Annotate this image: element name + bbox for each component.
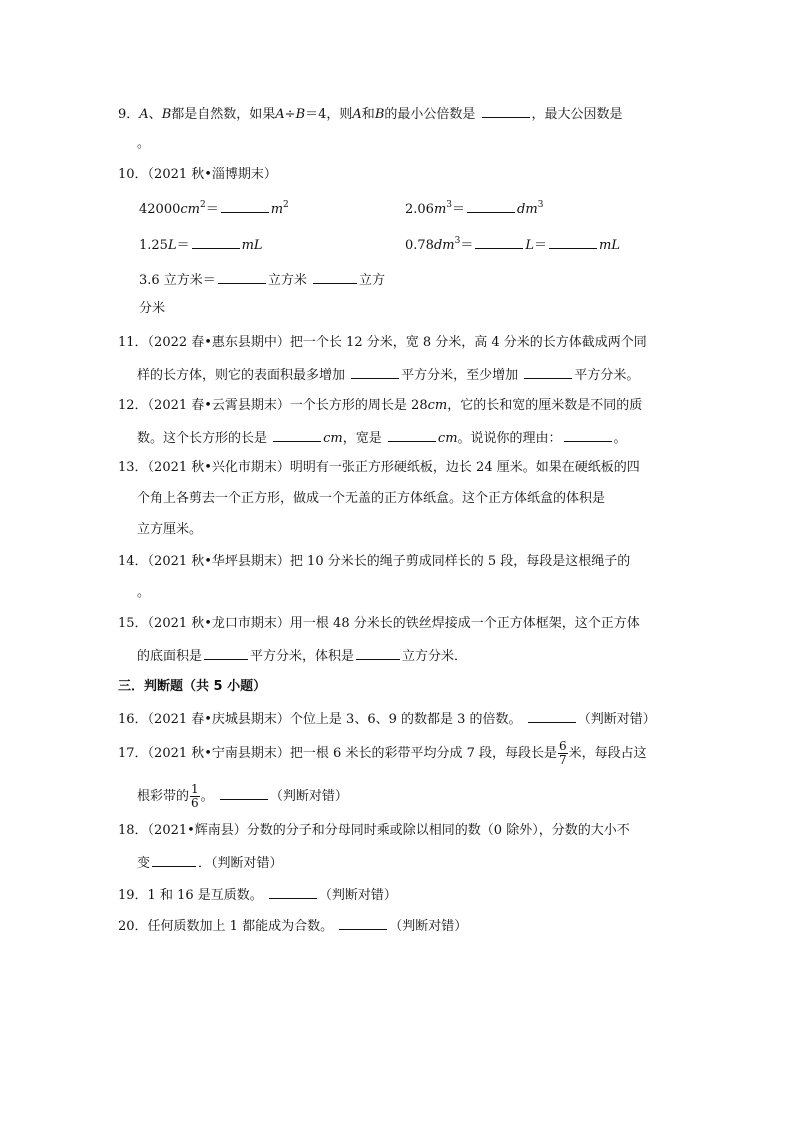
q10-r2a-blank[interactable] <box>192 235 240 249</box>
q10-row2-left <box>139 235 263 255</box>
q12-text-5: 。说说你的理由： <box>457 431 562 446</box>
q18-text-1: 变 <box>137 856 151 871</box>
q11-blank-min[interactable] <box>524 365 572 379</box>
q10-r2b-unit2: L <box>525 238 534 253</box>
question-13-line-2: 个角上各剪去一个正方形，做成一个无盖的正方体纸盒。这个正方体纸盒的体积是 <box>137 491 606 506</box>
question-13-line-3: 立方厘米。 <box>137 522 203 537</box>
question-12-line-2 <box>137 428 627 448</box>
q15-blank-area[interactable] <box>204 646 248 660</box>
q10-r3-unit2: 立方 <box>358 273 385 288</box>
q15-text-3: 立方分米． <box>402 649 468 664</box>
q10-row2-right <box>405 235 620 255</box>
q12-blank-width[interactable] <box>388 428 436 442</box>
q19-text-1: 19．1 和 16 是互质数。 <box>118 888 263 903</box>
q10-r2b-unit1: dm <box>433 238 455 253</box>
question-9-line-2: 。 <box>137 136 151 151</box>
q20-blank[interactable] <box>339 916 387 930</box>
q10-r1b-value: 2.06 <box>405 202 434 217</box>
q9-blank-lcm[interactable] <box>482 104 530 118</box>
question-10-head: 10．（2021 秋•淄博期末） <box>118 167 277 182</box>
q9-var-b3: B <box>374 107 385 122</box>
q17-blank[interactable] <box>220 786 268 800</box>
q10-r3-blank-2[interactable] <box>313 270 357 284</box>
q10-r1a-exp1: 2 <box>199 200 206 210</box>
q9-number: 9． <box>118 107 140 122</box>
question-9-line-1 <box>118 104 623 124</box>
q10-r1b-blank[interactable] <box>467 199 515 213</box>
q11-text-2: 平方分米，至少增加 <box>401 368 519 383</box>
q10-row4: 分米 <box>139 301 166 316</box>
section-3-heading: 三．判断题（共 5 小题） <box>118 679 267 694</box>
q10-r1b-exp1: 3 <box>446 200 453 210</box>
q17-text-2: 米，每段占这 <box>568 746 647 761</box>
q17-fraction-length <box>558 740 568 767</box>
q17-frac1-numerator: 6 <box>559 739 567 753</box>
q10-r3-blank-1[interactable] <box>218 270 266 284</box>
q12-unit-1: cm <box>427 398 448 413</box>
question-14-line-1: 14．（2021 秋•华坪县期末）把 10 分米长的绳子剪成同样长的 5 段，每段是这根绳子的 <box>118 554 631 569</box>
q19-text-2: （判断对错） <box>318 888 397 903</box>
q10-row1-left <box>139 199 289 219</box>
q20-text-2: （判断对错） <box>389 919 468 934</box>
q18-blank[interactable] <box>152 853 196 867</box>
q10-r1b-exp2: 3 <box>537 200 544 210</box>
q9-var-b2: B <box>295 107 306 122</box>
q12-text-6: 。 <box>613 431 627 446</box>
q10-r1a-unit1: cm <box>180 202 200 217</box>
q16-blank[interactable] <box>528 709 576 723</box>
q12-text-3: 数。这个长方形的长是 <box>137 431 268 446</box>
q9-var-a2: A <box>275 107 285 122</box>
question-17-line-2 <box>137 783 348 810</box>
question-14-line-2: 。 <box>137 585 151 600</box>
q18-text-2: ．（判断对错） <box>198 856 283 871</box>
question-11-line-2 <box>137 365 639 385</box>
q12-blank-reason[interactable] <box>564 428 612 442</box>
q10-r3-value: 3.6 立方米＝ <box>139 273 216 288</box>
q10-r3-unit1: 立方米 <box>267 273 307 288</box>
q19-blank[interactable] <box>269 885 317 899</box>
question-20-line-1 <box>118 916 467 936</box>
q9-var-b: B <box>161 107 172 122</box>
q10-r2a-eq: ＝ <box>176 238 190 253</box>
q17-text-4: 。 <box>200 789 214 804</box>
q16-text-2: （判断对错） <box>577 712 656 727</box>
q10-r2b-eq: ＝ <box>460 238 474 253</box>
question-15-line-1: 15．（2021 秋•龙口市期末）用一根 48 分米长的铁丝焊接成一个正方体框架，这个正方体 <box>118 616 640 631</box>
q10-r1a-unit2: m <box>270 202 284 217</box>
q9-text-2: ＝4，则 <box>305 107 353 122</box>
q16-text-1: 16．（2021 春•庆城县期末）个位上是 3、6、9 的数都是 3 的倍数。 <box>118 712 522 727</box>
q10-r2b-exp1: 3 <box>454 236 461 246</box>
question-18-line-1: 18．（2021•辉南县）分数的分子和分母同时乘或除以相同的数（0 除外），分数的大小不 <box>118 823 630 838</box>
q12-unit-3: cm <box>437 431 458 446</box>
question-17-line-1 <box>118 740 647 767</box>
q10-r1a-eq: ＝ <box>205 202 219 217</box>
q10-r2a-unit2: mL <box>241 238 263 253</box>
q12-text-2: ，它的长和宽的厘米数是不同的质 <box>447 398 643 413</box>
q10-r2b-eq2: ＝ <box>534 238 548 253</box>
q10-row3 <box>139 270 385 290</box>
q9-text-4: 的最小公倍数是 <box>384 107 476 122</box>
q9-text-1: 都是自然数，如果 <box>171 107 276 122</box>
q10-r2b-blank-2[interactable] <box>549 235 597 249</box>
q10-r1a-exp2: 2 <box>283 200 289 210</box>
q10-r1a-blank[interactable] <box>221 199 269 213</box>
q17-fraction-portion <box>190 783 200 810</box>
q9-var-a: A <box>139 107 149 122</box>
q17-frac1-denominator: 7 <box>559 753 567 767</box>
q9-sep: 、 <box>148 107 162 122</box>
q11-blank-max[interactable] <box>351 365 399 379</box>
q17-frac2-denominator: 6 <box>191 796 199 810</box>
q10-r2b-value: 0.78 <box>405 238 434 253</box>
q10-r2a-unit1: L <box>167 238 177 253</box>
q12-text-4: ，宽是 <box>342 431 382 446</box>
q15-blank-volume[interactable] <box>356 646 400 660</box>
question-11-line-1: 11．（2022 春•惠东县期中）把一个长 12 分米，宽 8 分米，高 4 分米的长方体截成两个同 <box>118 335 647 350</box>
q17-text-1: 17．（2021 秋•宁南县期末）把一根 6 米长的彩带平均分成 7 段，每段长是 <box>118 746 557 761</box>
q12-unit-2: cm <box>323 431 343 446</box>
q15-text-1: 的底面积是 <box>137 649 203 664</box>
q10-row1-right <box>405 199 543 219</box>
q12-text-1: 12．（2021 春•云霄县期末）一个长方形的周长是 28 <box>118 398 428 413</box>
q10-r1b-unit2: dm <box>517 202 538 217</box>
question-12-line-1 <box>118 397 642 415</box>
question-16-line-1 <box>118 709 656 729</box>
q17-text-3: 根彩带的 <box>137 789 190 804</box>
q9-div-sign: ÷ <box>284 107 296 122</box>
q17-text-5: （判断对错） <box>269 789 348 804</box>
q12-blank-length[interactable] <box>273 428 321 442</box>
q10-r1b-unit1: m <box>433 202 447 217</box>
q10-r1a-value: 42000 <box>139 202 181 217</box>
q11-text-3: 平方分米。 <box>574 368 640 383</box>
q10-r1b-eq: ＝ <box>452 202 466 217</box>
q9-var-a3: A <box>352 107 362 122</box>
q17-frac2-numerator: 1 <box>191 782 199 796</box>
question-18-line-2 <box>137 853 283 873</box>
q10-r2b-unit3: mL <box>599 238 620 253</box>
q11-text-1: 样的长方体，则它的表面积最多增加 <box>137 368 346 383</box>
q20-text-1: 20．任何质数加上 1 都能成为合数。 <box>118 919 334 934</box>
q10-r2b-blank-1[interactable] <box>475 235 523 249</box>
q15-text-2: 平方分米，体积是 <box>250 649 355 664</box>
q10-r2a-value: 1.25 <box>139 238 168 253</box>
question-19-line-1 <box>118 885 397 905</box>
question-15-line-2 <box>137 646 467 666</box>
q9-text-3: 和 <box>361 107 375 122</box>
q9-text-5: ，最大公因数是 <box>531 107 623 122</box>
question-13-line-1: 13．（2021 秋•兴化市期末）明明有一张正方形硬纸板，边长 24 厘米。如果在硬纸板的四 <box>118 460 640 475</box>
